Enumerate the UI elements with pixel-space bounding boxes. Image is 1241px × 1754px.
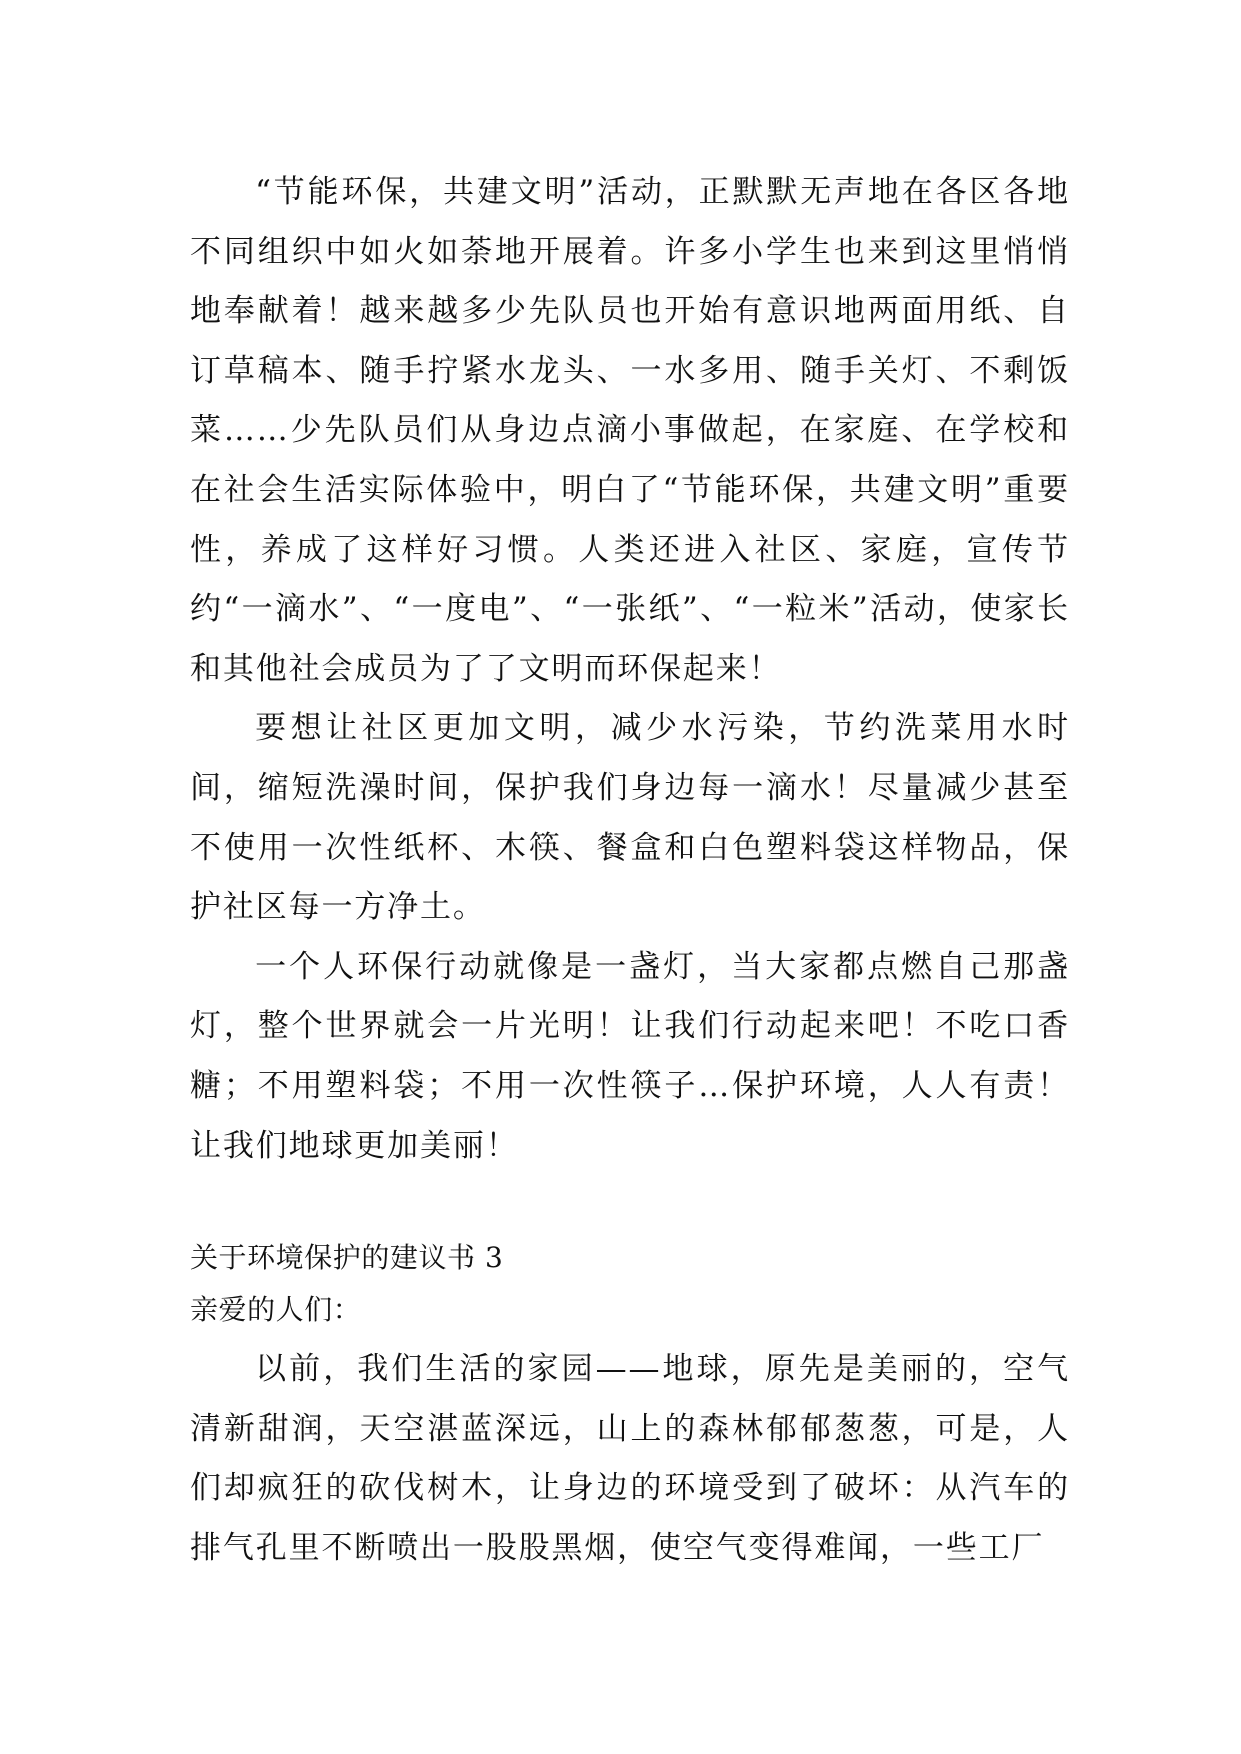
body-paragraph-1: “节能环保，共建文明”活动，正默默无声地在各区各地不同组织中如火如荼地开展着。许多小学生也来到这里悄悄地奉献着！越来越多少先队员也开始有意识地两面用纸、自订草稿本、随手拧紧水龙头、一水多用、随手关灯、不剩饭菜……少先队员们从身边点滴小事做起，在家庭、在学校和在社会生活实际体验中，明白了“节能环保，共建文明”重要性，养成了这样好习惯。人类还进入社区、家庭，宣传节约“一滴水”、“一度电”、“一张纸”、“一粒米”活动，使家长和其他社会成员为了了文明而环保起来！ bbox=[190, 174, 1070, 687]
body-paragraph-4: 以前，我们生活的家园——地球，原先是美丽的，空气清新甜润，天空湛蓝深远，山上的森林郁郁葱葱，可是，人们却疯狂的砍伐树木，让身边的环境受到了破坏：从汽车的排气孔里不断喷出一股股黑烟，使空气变得难闻，一些工厂 bbox=[190, 1351, 1070, 1566]
body-paragraph-3: 一个人环保行动就像是一盏灯，当大家都点燃自己那盏灯，整个世界就会一片光明！让我们行动起来吧！不吃口香糖；不用塑料袋；不用一次性筷子…保护环境，人人有责！让我们地球更加美丽！ bbox=[190, 948, 1070, 1164]
section-title: 关于环境保护的建议书 3 bbox=[190, 1241, 504, 1275]
document-body bbox=[190, 163, 1070, 1578]
salutation: 亲爱的人们： bbox=[190, 1293, 362, 1327]
body-paragraph-2: 要想让社区更加文明，减少水污染，节约洗菜用水时间，缩短洗澡时间，保护我们身边每一滴水！尽量减少甚至不使用一次性纸杯、木筷、餐盒和白色塑料袋这样物品，保护社区每一方净土。 bbox=[190, 710, 1070, 926]
